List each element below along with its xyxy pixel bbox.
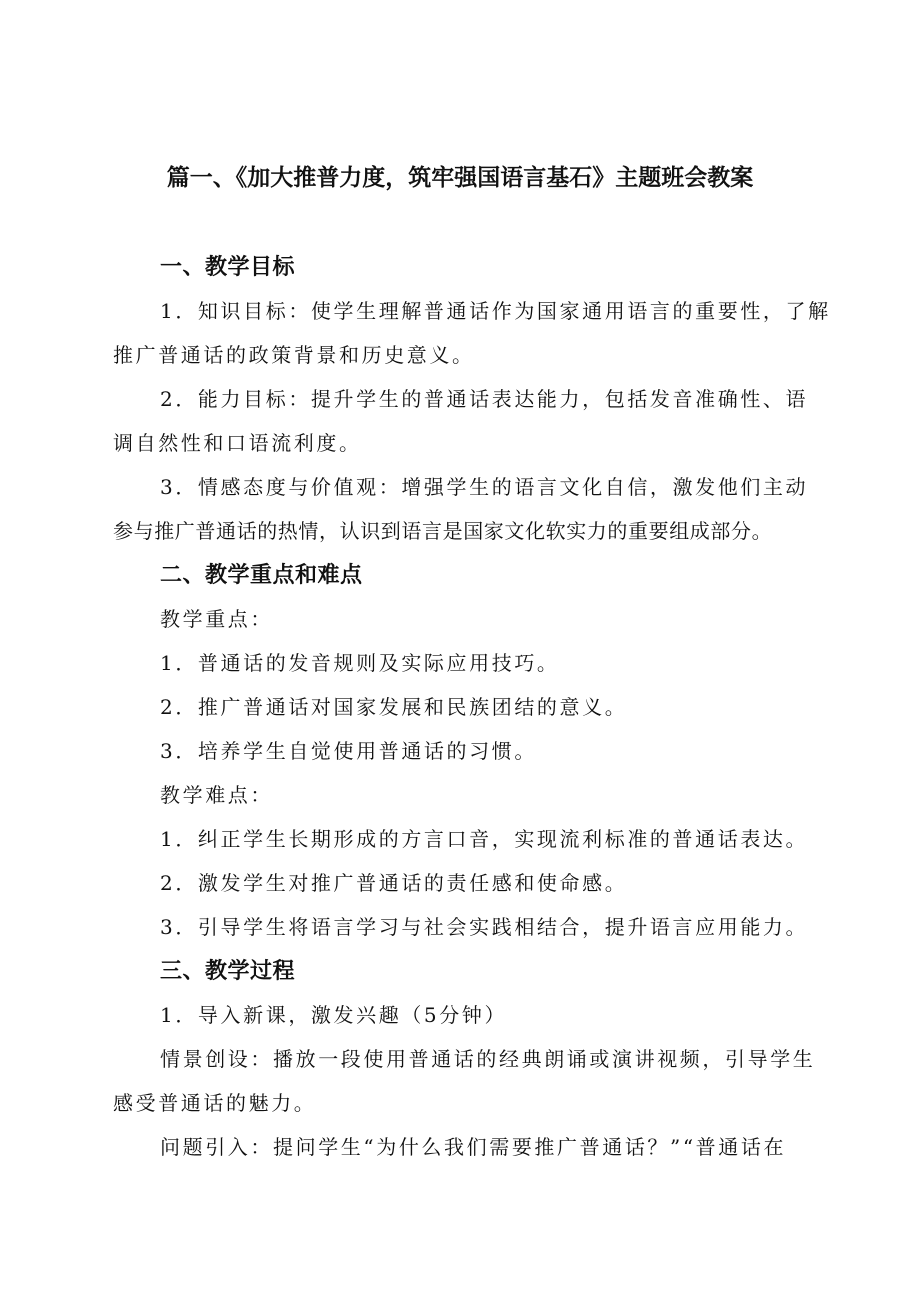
paragraph-line: 3．情感态度与价值观：增强学生的语言文化自信，激发他们主动	[160, 475, 809, 499]
paragraph-line: 2．激发学生对推广普通话的责任感和使命感。	[160, 871, 628, 895]
paragraph-line: 感受普通话的魅力。	[113, 1091, 317, 1115]
paragraph-line: 3．培养学生自觉使用普通话的习惯。	[160, 739, 537, 763]
paragraph-line: 2．能力目标：提升学生的普通话表达能力，包括发音准确性、语	[160, 387, 809, 411]
section-heading-key-points: 二、教学重点和难点	[160, 563, 363, 588]
paragraph-line: 教学难点：	[160, 783, 273, 807]
paragraph-line: 问题引入：提问学生“为什么我们需要推广普通话？”“普通话在	[160, 1135, 787, 1159]
document-title: 篇一、《加大推普力度，筑牢强国语言基石》主题班会教案	[166, 165, 754, 191]
paragraph-line: 调自然性和口语流利度。	[113, 431, 362, 455]
paragraph-line: 教学重点：	[160, 607, 273, 631]
paragraph-line: 参与推广普通话的热情，认识到语言是国家文化软实力的重要组成部分。	[113, 519, 773, 543]
paragraph-line: 3．引导学生将语言学习与社会实践相结合，提升语言应用能力。	[160, 915, 809, 939]
paragraph-line: 1．导入新课，激发兴趣（5分钟）	[160, 1003, 508, 1027]
paragraph-line: 情景创设：播放一段使用普通话的经典朗诵或演讲视频，引导学生	[160, 1047, 816, 1071]
paragraph-line: 1．知识目标：使学生理解普通话作为国家通用语言的重要性，了解	[160, 299, 831, 323]
section-heading-objectives: 一、教学目标	[160, 255, 296, 280]
section-heading-process: 三、教学过程	[160, 959, 296, 984]
paragraph-line: 2．推广普通话对国家发展和民族团结的意义。	[160, 695, 628, 719]
paragraph-line: 1．纠正学生长期形成的方言口音，实现流利标准的普通话表达。	[160, 827, 809, 851]
paragraph-line: 推广普通话的政策背景和历史意义。	[113, 343, 475, 367]
paragraph-line: 1．普通话的发音规则及实际应用技巧。	[160, 651, 560, 675]
